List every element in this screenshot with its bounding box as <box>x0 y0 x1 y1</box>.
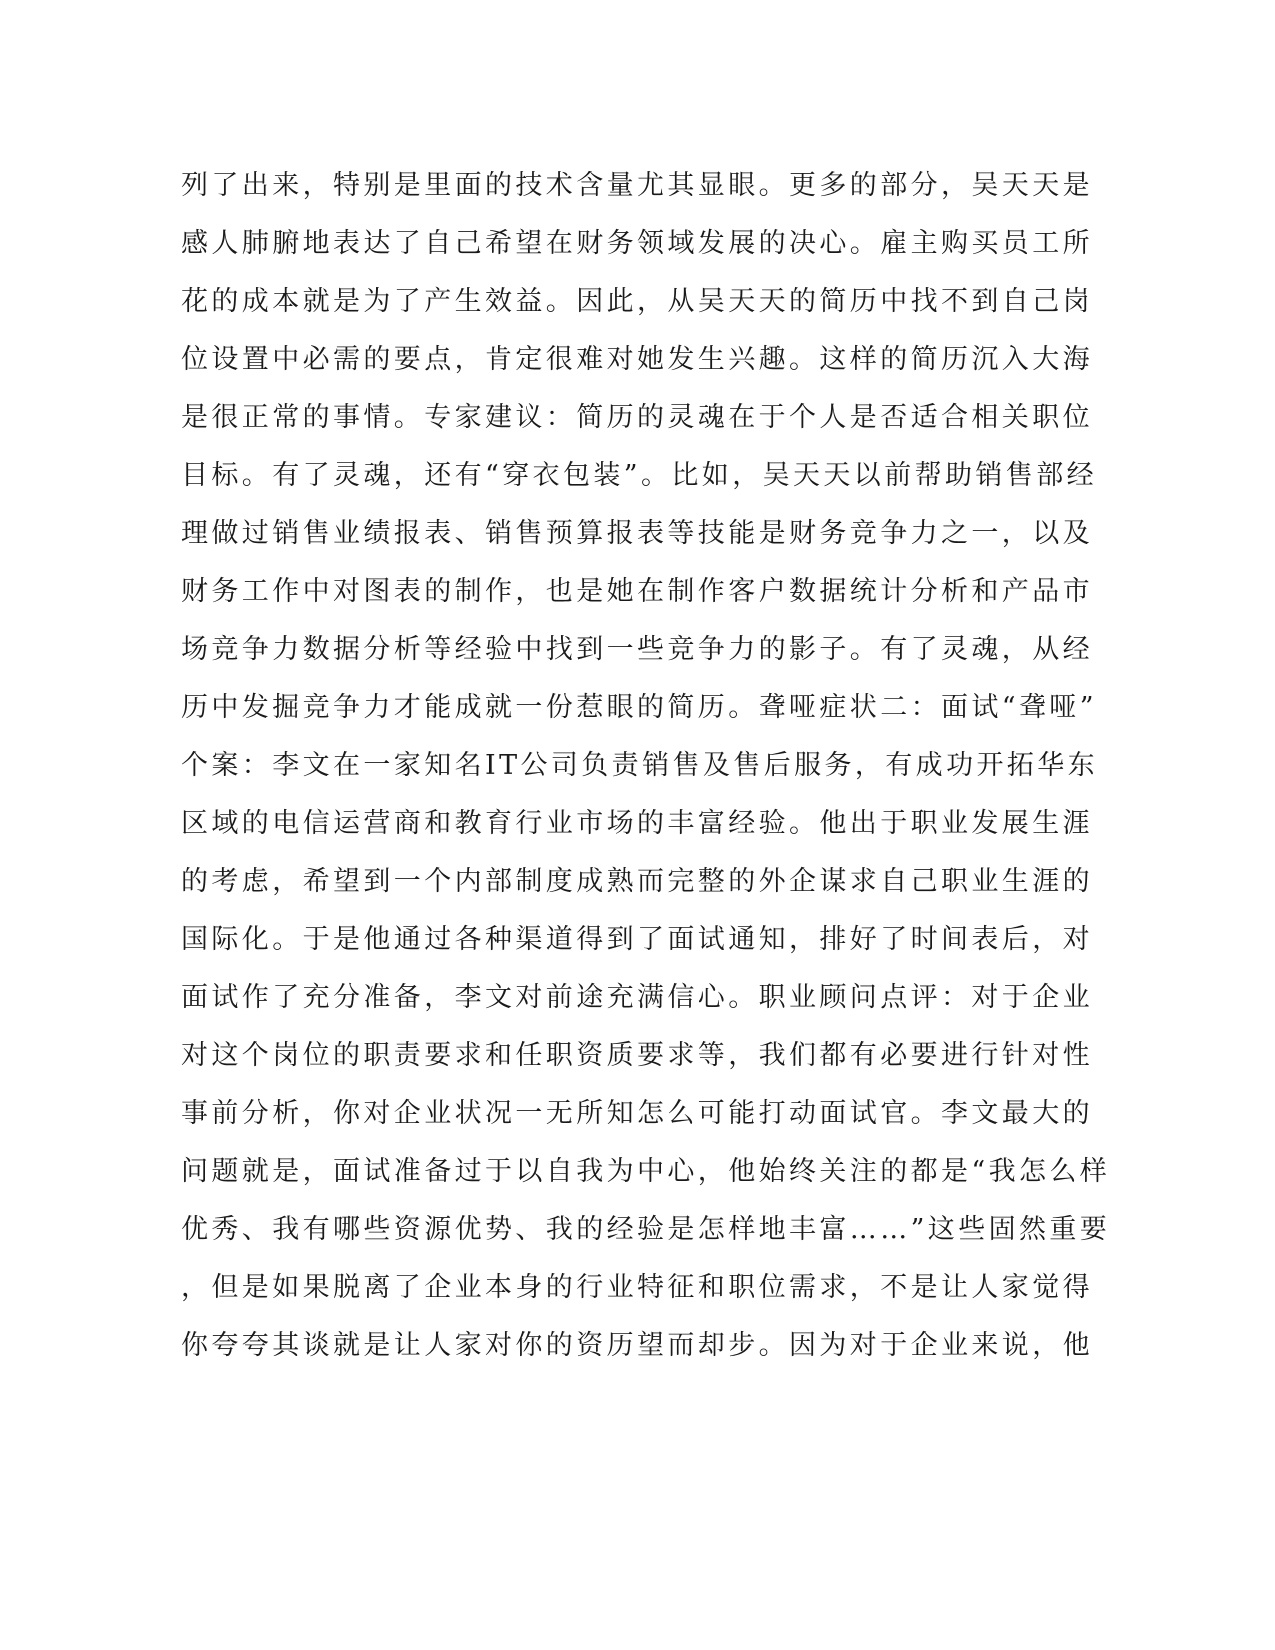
text-line: 事前分析，你对企业状况一无所知怎么可能打动面试官。李文最大的 <box>181 1098 1093 1129</box>
body-text <box>181 157 1111 1375</box>
text-line: 个案：李文在一家知名IT公司负责销售及售后服务，有成功开拓华东 <box>181 750 1099 781</box>
text-line: 面试作了充分准备，李文对前途充满信心。职业顾问点评：对于企业 <box>181 982 1093 1013</box>
text-line: 问题就是，面试准备过于以自我为中心，他始终关注的都是“我怎么样 <box>181 1156 1111 1187</box>
text-line: 场竞争力数据分析等经验中找到一些竞争力的影子。有了灵魂，从经 <box>181 634 1093 665</box>
text-line: 历中发掘竞争力才能成就一份惹眼的简历。聋哑症状二：面试“聋哑” <box>181 692 1098 723</box>
text-line: ，但是如果脱离了企业本身的行业特征和职位需求，不是让人家觉得 <box>181 1272 1093 1303</box>
text-line: 财务工作中对图表的制作，也是她在制作客户数据统计分析和产品市 <box>181 576 1093 607</box>
text-line: 理做过销售业绩报表、销售预算报表等技能是财务竞争力之一，以及 <box>181 518 1093 549</box>
text-line: 的考虑，希望到一个内部制度成熟而完整的外企谋求自己职业生涯的 <box>181 866 1093 897</box>
text-line: 位设置中必需的要点，肯定很难对她发生兴趣。这样的简历沉入大海 <box>181 344 1093 375</box>
text-line: 感人肺腑地表达了自己希望在财务领域发展的决心。雇主购买员工所 <box>181 228 1093 259</box>
text-line: 你夸夸其谈就是让人家对你的资历望而却步。因为对于企业来说，他 <box>181 1330 1093 1361</box>
text-line: 优秀、我有哪些资源优势、我的经验是怎样地丰富……”这些固然重要 <box>181 1214 1111 1245</box>
text-line: 国际化。于是他通过各种渠道得到了面试通知，排好了时间表后，对 <box>181 924 1093 955</box>
text-line: 区域的电信运营商和教育行业市场的丰富经验。他出于职业发展生涯 <box>181 808 1093 839</box>
text-line: 列了出来，特别是里面的技术含量尤其显眼。更多的部分，吴天天是 <box>181 170 1093 201</box>
text-line: 目标。有了灵魂，还有“穿衣包装”。比如，吴天天以前帮助销售部经 <box>181 460 1098 491</box>
text-line: 花的成本就是为了产生效益。因此，从吴天天的简历中找不到自己岗 <box>181 286 1093 317</box>
text-line: 对这个岗位的职责要求和任职资质要求等，我们都有必要进行针对性 <box>181 1040 1093 1071</box>
text-line: 是很正常的事情。专家建议：简历的灵魂在于个人是否适合相关职位 <box>181 402 1093 433</box>
